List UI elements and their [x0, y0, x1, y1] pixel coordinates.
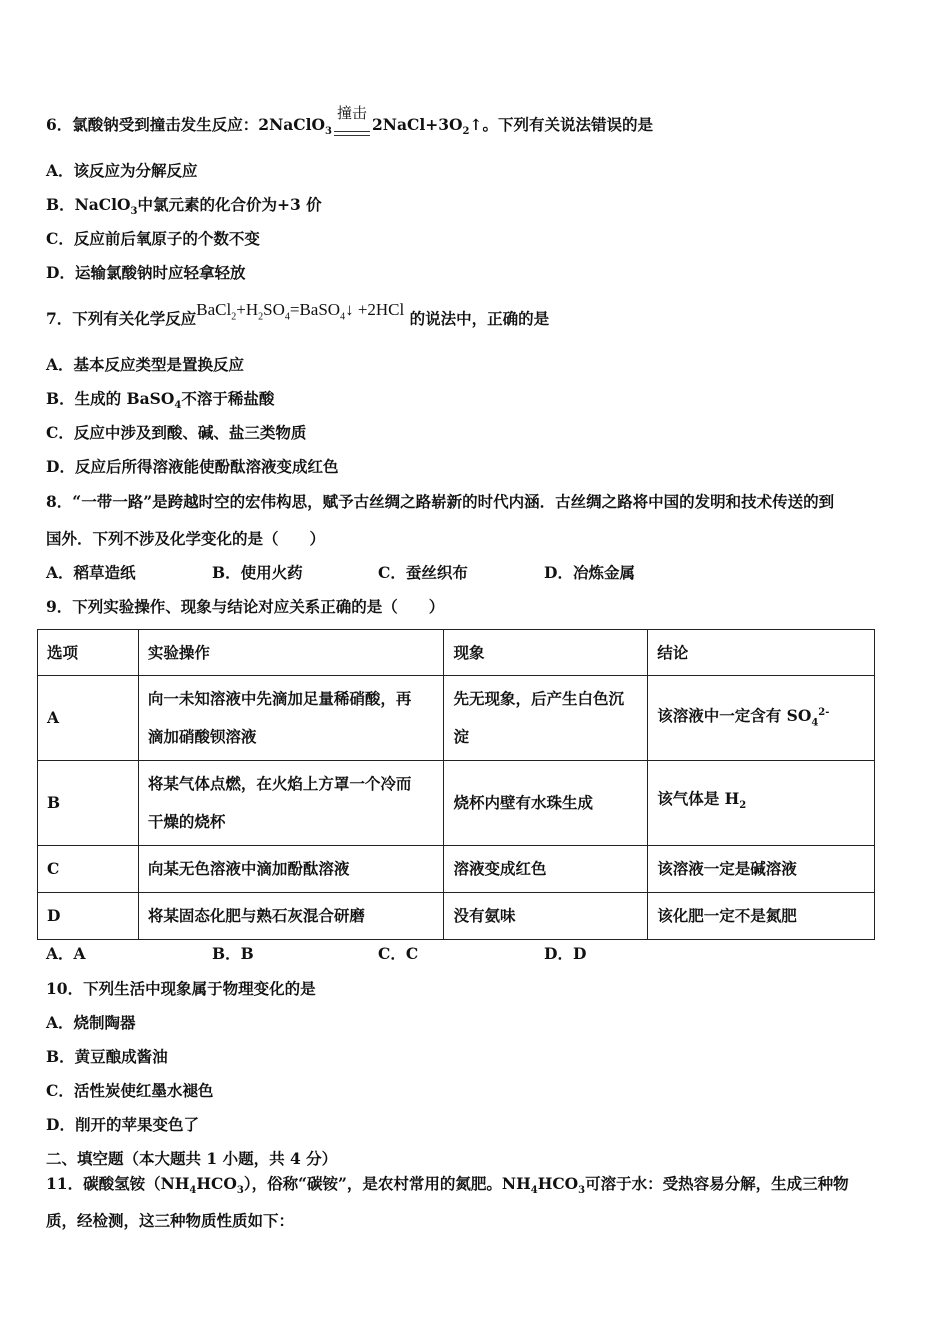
row-option: A — [38, 676, 139, 761]
q8-option-a[interactable]: A．稻草造纸 — [46, 563, 136, 582]
q7-option-a[interactable]: A．基本反应类型是置换反应 — [46, 355, 245, 374]
q8-options — [46, 562, 710, 584]
q11-stem-line1: 11．碳酸氢铵$(NH_4HCO_3)$，俗称“碳铵”，是农村常用的氮肥。$NH_4HCO_3$可溶于水：受热容易分解，生成三种物 — [46, 1174, 849, 1197]
row-option: B — [38, 761, 139, 846]
row-operation: 将某固态化肥与熟石灰混合研磨 — [138, 893, 444, 940]
row-option: D — [38, 893, 139, 940]
q6-reaction-condition: 撞击 — [332, 121, 372, 143]
q8-stem-line1: 8．“一带一路”是跨越时空的宏伟构思，赋予古丝绸之路崭新的时代内涵．古丝绸之路将中国的发明和技术传送的到 — [46, 492, 835, 511]
q7-stem-suffix: 的说法中，正确的是 — [409, 309, 550, 328]
q10-stem: 10．下列生活中现象属于物理变化的是 — [46, 979, 316, 998]
table-row — [38, 761, 875, 846]
row-operation: 向一未知溶液中先滴加足量稀硝酸，再 滴加硝酸钡溶液 — [138, 676, 444, 761]
q6-product: $2NaCl+3O_2$ — [372, 115, 470, 138]
q6-stem — [46, 104, 653, 143]
q7-option-b[interactable]: B．生成的 BaSO$_4$不溶于稀盐酸 — [46, 389, 275, 412]
q6-option-a[interactable]: A．该反应为分解反应 — [46, 161, 198, 180]
q6-option-b[interactable]: B．NaClO$_3$中氯元素的化合价为+3 价 — [46, 195, 322, 218]
q6-option-c[interactable]: C．反应前后氧原子的个数不变 — [46, 229, 260, 248]
q10-option-b[interactable]: B．黄豆酿成酱油 — [46, 1047, 168, 1066]
q11-stem-line2: 质，经检测，这三种物质性质如下： — [46, 1211, 295, 1230]
row-phenomenon: 溶液变成红色 — [444, 846, 648, 893]
q9-options — [46, 943, 710, 965]
q8-option-c[interactable]: C．蚕丝织布 — [378, 563, 468, 582]
q6-option-d[interactable]: D．运输氯酸钠时应轻拿轻放 — [46, 263, 246, 282]
q9-option-a[interactable]: A．A — [46, 944, 86, 963]
header-conclusion: 结论 — [648, 630, 875, 676]
q8-option-d[interactable]: D．冶炼金属 — [544, 563, 635, 582]
table-row — [38, 676, 875, 761]
row-operation: 向某无色溶液中滴加酚酞溶液 — [138, 846, 444, 893]
q7-stem-text: 7．下列有关化学反应 — [46, 309, 197, 328]
q7-option-c[interactable]: C．反应中涉及到酸、碱、盐三类物质 — [46, 423, 307, 442]
q9-stem: 9．下列实验操作、现象与结论对应关系正确的是（ ） — [46, 597, 445, 616]
q6-stem-text: 6．氯酸钠受到撞击发生反应： — [46, 115, 259, 134]
table-row — [38, 846, 875, 893]
experiment-table — [37, 629, 875, 940]
row-option: C — [38, 846, 139, 893]
row-conclusion: 该气体是 $H_2$ — [648, 761, 875, 846]
q8-stem-line2: 国外．下列不涉及化学变化的是（ ） — [46, 529, 326, 548]
row-phenomenon: 先无现象，后产生白色沉 淀 — [444, 676, 648, 761]
q7-option-d[interactable]: D．反应后所得溶液能使酚酞溶液变成红色 — [46, 457, 339, 476]
row-operation: 将某气体点燃，在火焰上方罩一个冷而 干燥的烧杯 — [138, 761, 444, 846]
q7-equation: $BaCl_2+H_2SO_4=BaSO_4↓ +2HCl$ — [196, 300, 405, 323]
q9-option-d[interactable]: D．D — [544, 944, 587, 963]
row-conclusion: 该化肥一定不是氮肥 — [648, 893, 875, 940]
section-heading: 二、填空题（本大题共 1 小题，共 4 分） — [46, 1149, 338, 1168]
q10-option-a[interactable]: A．烧制陶器 — [46, 1013, 136, 1032]
q10-option-c[interactable]: C．活性炭使红墨水褪色 — [46, 1081, 214, 1100]
q10-option-d[interactable]: D．削开的苹果变色了 — [46, 1115, 199, 1134]
q9-option-c[interactable]: C．C — [378, 944, 419, 963]
q8-option-b[interactable]: B．使用火药 — [212, 563, 303, 582]
q6-stem-suffix: ↑。下列有关说法错误的是 — [469, 115, 653, 134]
row-conclusion: 该溶液中一定含有 $SO_4^{2-}$ — [648, 676, 875, 761]
q6-reactant: 2NaClO$_3$ — [258, 115, 332, 138]
q7-stem — [46, 300, 550, 337]
header-operation: 实验操作 — [138, 630, 444, 676]
header-option: 选项 — [38, 630, 139, 676]
table-header-row — [38, 630, 875, 676]
row-phenomenon: 没有氨味 — [444, 893, 648, 940]
q9-option-b[interactable]: B．B — [212, 944, 254, 963]
row-phenomenon: 烧杯内壁有水珠生成 — [444, 761, 648, 846]
header-phenomenon: 现象 — [444, 630, 648, 676]
table-row — [38, 893, 875, 940]
row-conclusion: 该溶液一定是碱溶液 — [648, 846, 875, 893]
